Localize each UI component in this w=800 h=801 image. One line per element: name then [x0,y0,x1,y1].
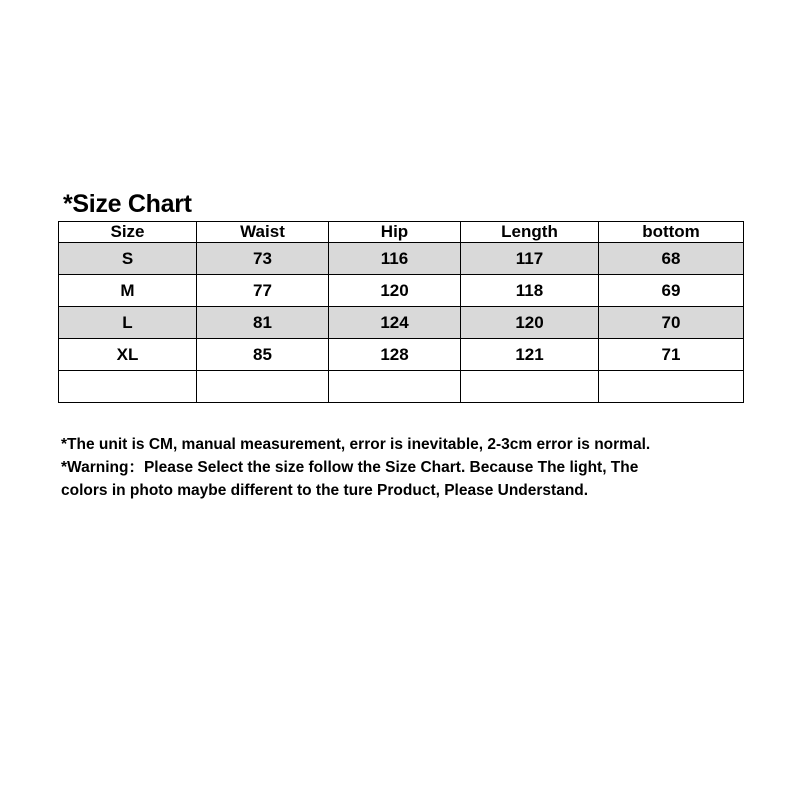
table-cell: 73 [197,243,329,275]
table-cell: 118 [461,275,599,307]
table-cell [329,371,461,403]
size-chart-table [58,221,744,403]
table-cell [599,371,744,403]
table-row [59,275,744,307]
header-bottom: bottom [599,222,744,243]
table-row [59,243,744,275]
notes-block [61,433,761,502]
table-cell: 85 [197,339,329,371]
table-cell: M [59,275,197,307]
header-hip: Hip [329,222,461,243]
size-chart-title: *Size Chart [63,190,192,218]
table-cell: S [59,243,197,275]
table-cell: 120 [329,275,461,307]
table-cell: XL [59,339,197,371]
table-cell: L [59,307,197,339]
header-waist: Waist [197,222,329,243]
table-cell: 69 [599,275,744,307]
table-row-empty [59,371,744,403]
table-cell: 70 [599,307,744,339]
table-cell: 128 [329,339,461,371]
table-header-row [59,222,744,243]
table-cell: 81 [197,307,329,339]
table-cell [461,371,599,403]
table-cell: 77 [197,275,329,307]
warning-note-continued: colors in photo maybe different to the ture Product, Please Understand. [61,482,589,499]
table-cell: 121 [461,339,599,371]
warning-note: *Warning：Please Select the size follow the Size Chart. Because The light, The [61,459,639,476]
table-row [59,307,744,339]
table-cell [59,371,197,403]
table-row [59,339,744,371]
unit-note: *The unit is CM, manual measurement, error is inevitable, 2-3cm error is normal. [61,436,651,453]
header-length: Length [461,222,599,243]
table-cell: 117 [461,243,599,275]
table-cell: 120 [461,307,599,339]
header-size: Size [59,222,197,243]
table-cell: 124 [329,307,461,339]
table-cell: 71 [599,339,744,371]
table-cell [197,371,329,403]
table-cell: 116 [329,243,461,275]
table-cell: 68 [599,243,744,275]
